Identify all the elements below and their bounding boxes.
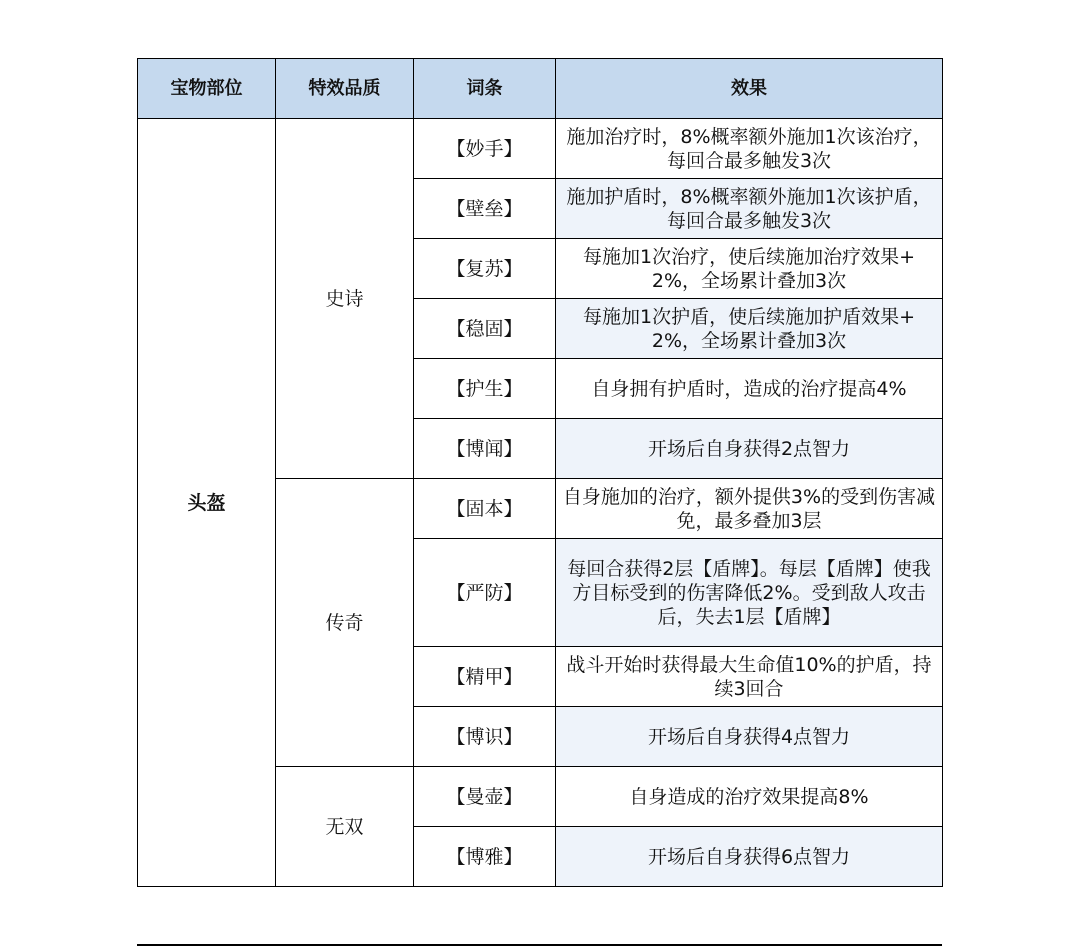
term-cell: 【博闻】 (414, 419, 556, 479)
quality-cell: 无双 (276, 767, 414, 887)
term-cell: 【固本】 (414, 479, 556, 539)
effect-cell: 开场后自身获得4点智力 (556, 707, 943, 767)
term-cell: 【妙手】 (414, 119, 556, 179)
effect-cell: 施加治疗时，8%概率额外施加1次该治疗，每回合最多触发3次 (556, 119, 943, 179)
effect-cell: 自身拥有护盾时，造成的治疗提高4% (556, 359, 943, 419)
quality-cell: 史诗 (276, 119, 414, 479)
quality-cell: 传奇 (276, 479, 414, 767)
term-cell: 【严防】 (414, 539, 556, 647)
effect-cell: 施加护盾时，8%概率额外施加1次该护盾，每回合最多触发3次 (556, 179, 943, 239)
effect-cell: 每施加1次治疗，使后续施加治疗效果+2%，全场累计叠加3次 (556, 239, 943, 299)
bottom-divider (137, 944, 942, 946)
effect-cell: 战斗开始时获得最大生命值10%的护盾，持续3回合 (556, 647, 943, 707)
header-quality: 特效品质 (276, 59, 414, 119)
term-cell: 【护生】 (414, 359, 556, 419)
effects-table (137, 58, 943, 887)
effect-cell: 开场后自身获得2点智力 (556, 419, 943, 479)
table-row (138, 119, 943, 179)
header-term: 词条 (414, 59, 556, 119)
term-cell: 【稳固】 (414, 299, 556, 359)
term-cell: 【精甲】 (414, 647, 556, 707)
header-effect: 效果 (556, 59, 943, 119)
term-cell: 【复苏】 (414, 239, 556, 299)
effect-cell: 每回合获得2层【盾牌】。每层【盾牌】使我方目标受到的伤害降低2%。受到敌人攻击后，失去1层【盾牌】 (556, 539, 943, 647)
term-cell: 【博雅】 (414, 827, 556, 887)
header-row (138, 59, 943, 119)
effect-cell: 开场后自身获得6点智力 (556, 827, 943, 887)
term-cell: 【壁垒】 (414, 179, 556, 239)
part-cell: 头盔 (138, 119, 276, 887)
header-part: 宝物部位 (138, 59, 276, 119)
term-cell: 【博识】 (414, 707, 556, 767)
effect-cell: 自身施加的治疗，额外提供3%的受到伤害减免，最多叠加3层 (556, 479, 943, 539)
effect-cell: 每施加1次护盾，使后续施加护盾效果+2%，全场累计叠加3次 (556, 299, 943, 359)
effect-cell: 自身造成的治疗效果提高8% (556, 767, 943, 827)
term-cell: 【曼壶】 (414, 767, 556, 827)
